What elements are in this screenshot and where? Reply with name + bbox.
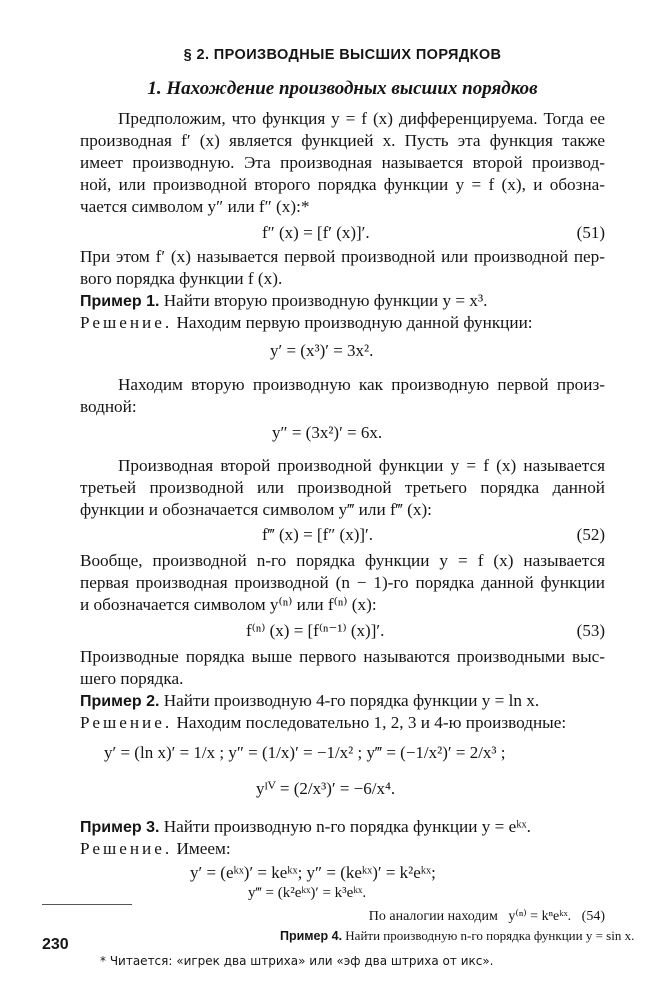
equation-number: (54) xyxy=(581,909,605,924)
paragraph-line: функции и обозначается символом y‴ или f‴ (x): xyxy=(80,500,432,519)
paragraph-line: первая производная производной (n − 1)-го порядка данной функции xyxy=(80,573,605,592)
equation-51: f″ (x) = [f′ (x)]′. xyxy=(262,223,370,242)
example-1-equation-1: y′ = (x³)′ = 3x². xyxy=(270,341,374,360)
footnote-rule xyxy=(42,904,132,905)
paragraph-line: Производная второй производной функции y = f (x) называется xyxy=(118,456,605,475)
solution-line xyxy=(80,712,605,734)
analogy-text: По аналогии находим xyxy=(368,909,498,924)
solution-text: Имеем: xyxy=(172,839,231,858)
example-label: Пример 3. xyxy=(80,819,160,836)
solution-line xyxy=(80,312,605,334)
paragraph-line: ной, или производной второго порядка функции y = f (x), и обозна- xyxy=(80,175,605,194)
paragraph-line: и обозначается символом y⁽ⁿ⁾ или f⁽ⁿ⁾ (x): xyxy=(80,595,377,614)
example-text: Найти производную n-го порядка функции y = sin x. xyxy=(342,928,635,943)
equation-number: (53) xyxy=(576,621,605,640)
paragraph-line: Предположим, что функция y = f (x) дифференцируема. Тогда ее xyxy=(118,109,605,128)
paragraph-line: Производные порядка выше первого называются производными выс- xyxy=(80,647,605,666)
example-label: Пример 4. xyxy=(280,929,343,943)
solution-line xyxy=(80,838,605,860)
paragraph-line: третьей производной или производной третьего порядка данной xyxy=(80,478,605,497)
paragraph-line: водной: xyxy=(80,397,137,416)
analogy-line xyxy=(280,908,605,926)
example-3-line xyxy=(80,816,605,839)
paragraph-line: При этом f′ (x) называется первой производной или производной пер- xyxy=(80,247,605,266)
equation-54: y⁽ⁿ⁾ = kⁿeᵏˣ. xyxy=(508,909,572,924)
example-1-line xyxy=(80,290,605,313)
example-3-equation-1: y′ = (eᵏˣ)′ = keᵏˣ; y″ = (keᵏˣ)′ = k²eᵏˣ; xyxy=(190,863,436,882)
example-text: Найти производную n-го порядка функции y = eᵏˣ. xyxy=(159,817,531,836)
paragraph-line: имеет производную. Эта производная называется второй производ- xyxy=(80,153,605,172)
subsection-title: 1. Нахождение производных высших порядков xyxy=(147,78,538,99)
solution-label: Решение. xyxy=(80,313,173,332)
paragraph-line: производная f′ (x) является функцией x. Пусть эта функция также xyxy=(80,131,605,150)
solution-label: Решение. xyxy=(80,839,173,858)
equation-52: f‴ (x) = [f″ (x)]′. xyxy=(262,525,374,544)
page-number: 230 xyxy=(42,936,69,953)
example-4-line xyxy=(280,928,635,944)
example-text: Найти вторую производную функции y = x³. xyxy=(159,291,488,310)
example-text: Найти производную 4-го порядка функции y = ln x. xyxy=(159,691,540,710)
example-2-line xyxy=(80,690,605,713)
equation-53: f⁽ⁿ⁾ (x) = [f⁽ⁿ⁻¹⁾ (x)]′. xyxy=(246,621,385,640)
example-3-equation-2: y‴ = (k²eᵏˣ)′ = k³eᵏˣ. xyxy=(248,885,367,901)
paragraph-line: Вообще, производной n-го порядка функции y = f (x) называется xyxy=(80,551,605,570)
footnote: * Читается: «игрек два штриха» или «эф два штриха от икс». xyxy=(100,954,494,968)
paragraph-line: шего порядка. xyxy=(80,669,184,688)
example-1-equation-2: y″ = (3x²)′ = 6x. xyxy=(272,423,383,442)
paragraph-line: вого порядка функции f (x). xyxy=(80,269,283,288)
example-label: Пример 1. xyxy=(80,293,160,310)
paragraph-line: чается символом y″ или f″ (x):* xyxy=(80,197,310,216)
solution-text: Находим последовательно 1, 2, 3 и 4-ю производные: xyxy=(172,713,567,732)
solution-label: Решение. xyxy=(80,713,173,732)
equation-number: (52) xyxy=(576,525,605,544)
section-title: § 2. ПРОИЗВОДНЫЕ ВЫСШИХ ПОРЯДКОВ xyxy=(183,47,502,63)
paragraph-line: Находим вторую производную как производную первой произ- xyxy=(118,375,605,394)
example-2-equation-1: y′ = (ln x)′ = 1/x ; y″ = (1/x)′ = −1/x² ; y‴ = (−1/x²)′ = 2/x³ ; xyxy=(104,743,506,762)
equation-number: (51) xyxy=(576,223,605,242)
example-label: Пример 2. xyxy=(80,693,160,710)
example-2-equation-2: yᴵⱽ = (2/x³)′ = −6/x⁴. xyxy=(256,779,396,798)
solution-text: Находим первую производную данной функции: xyxy=(172,313,533,332)
